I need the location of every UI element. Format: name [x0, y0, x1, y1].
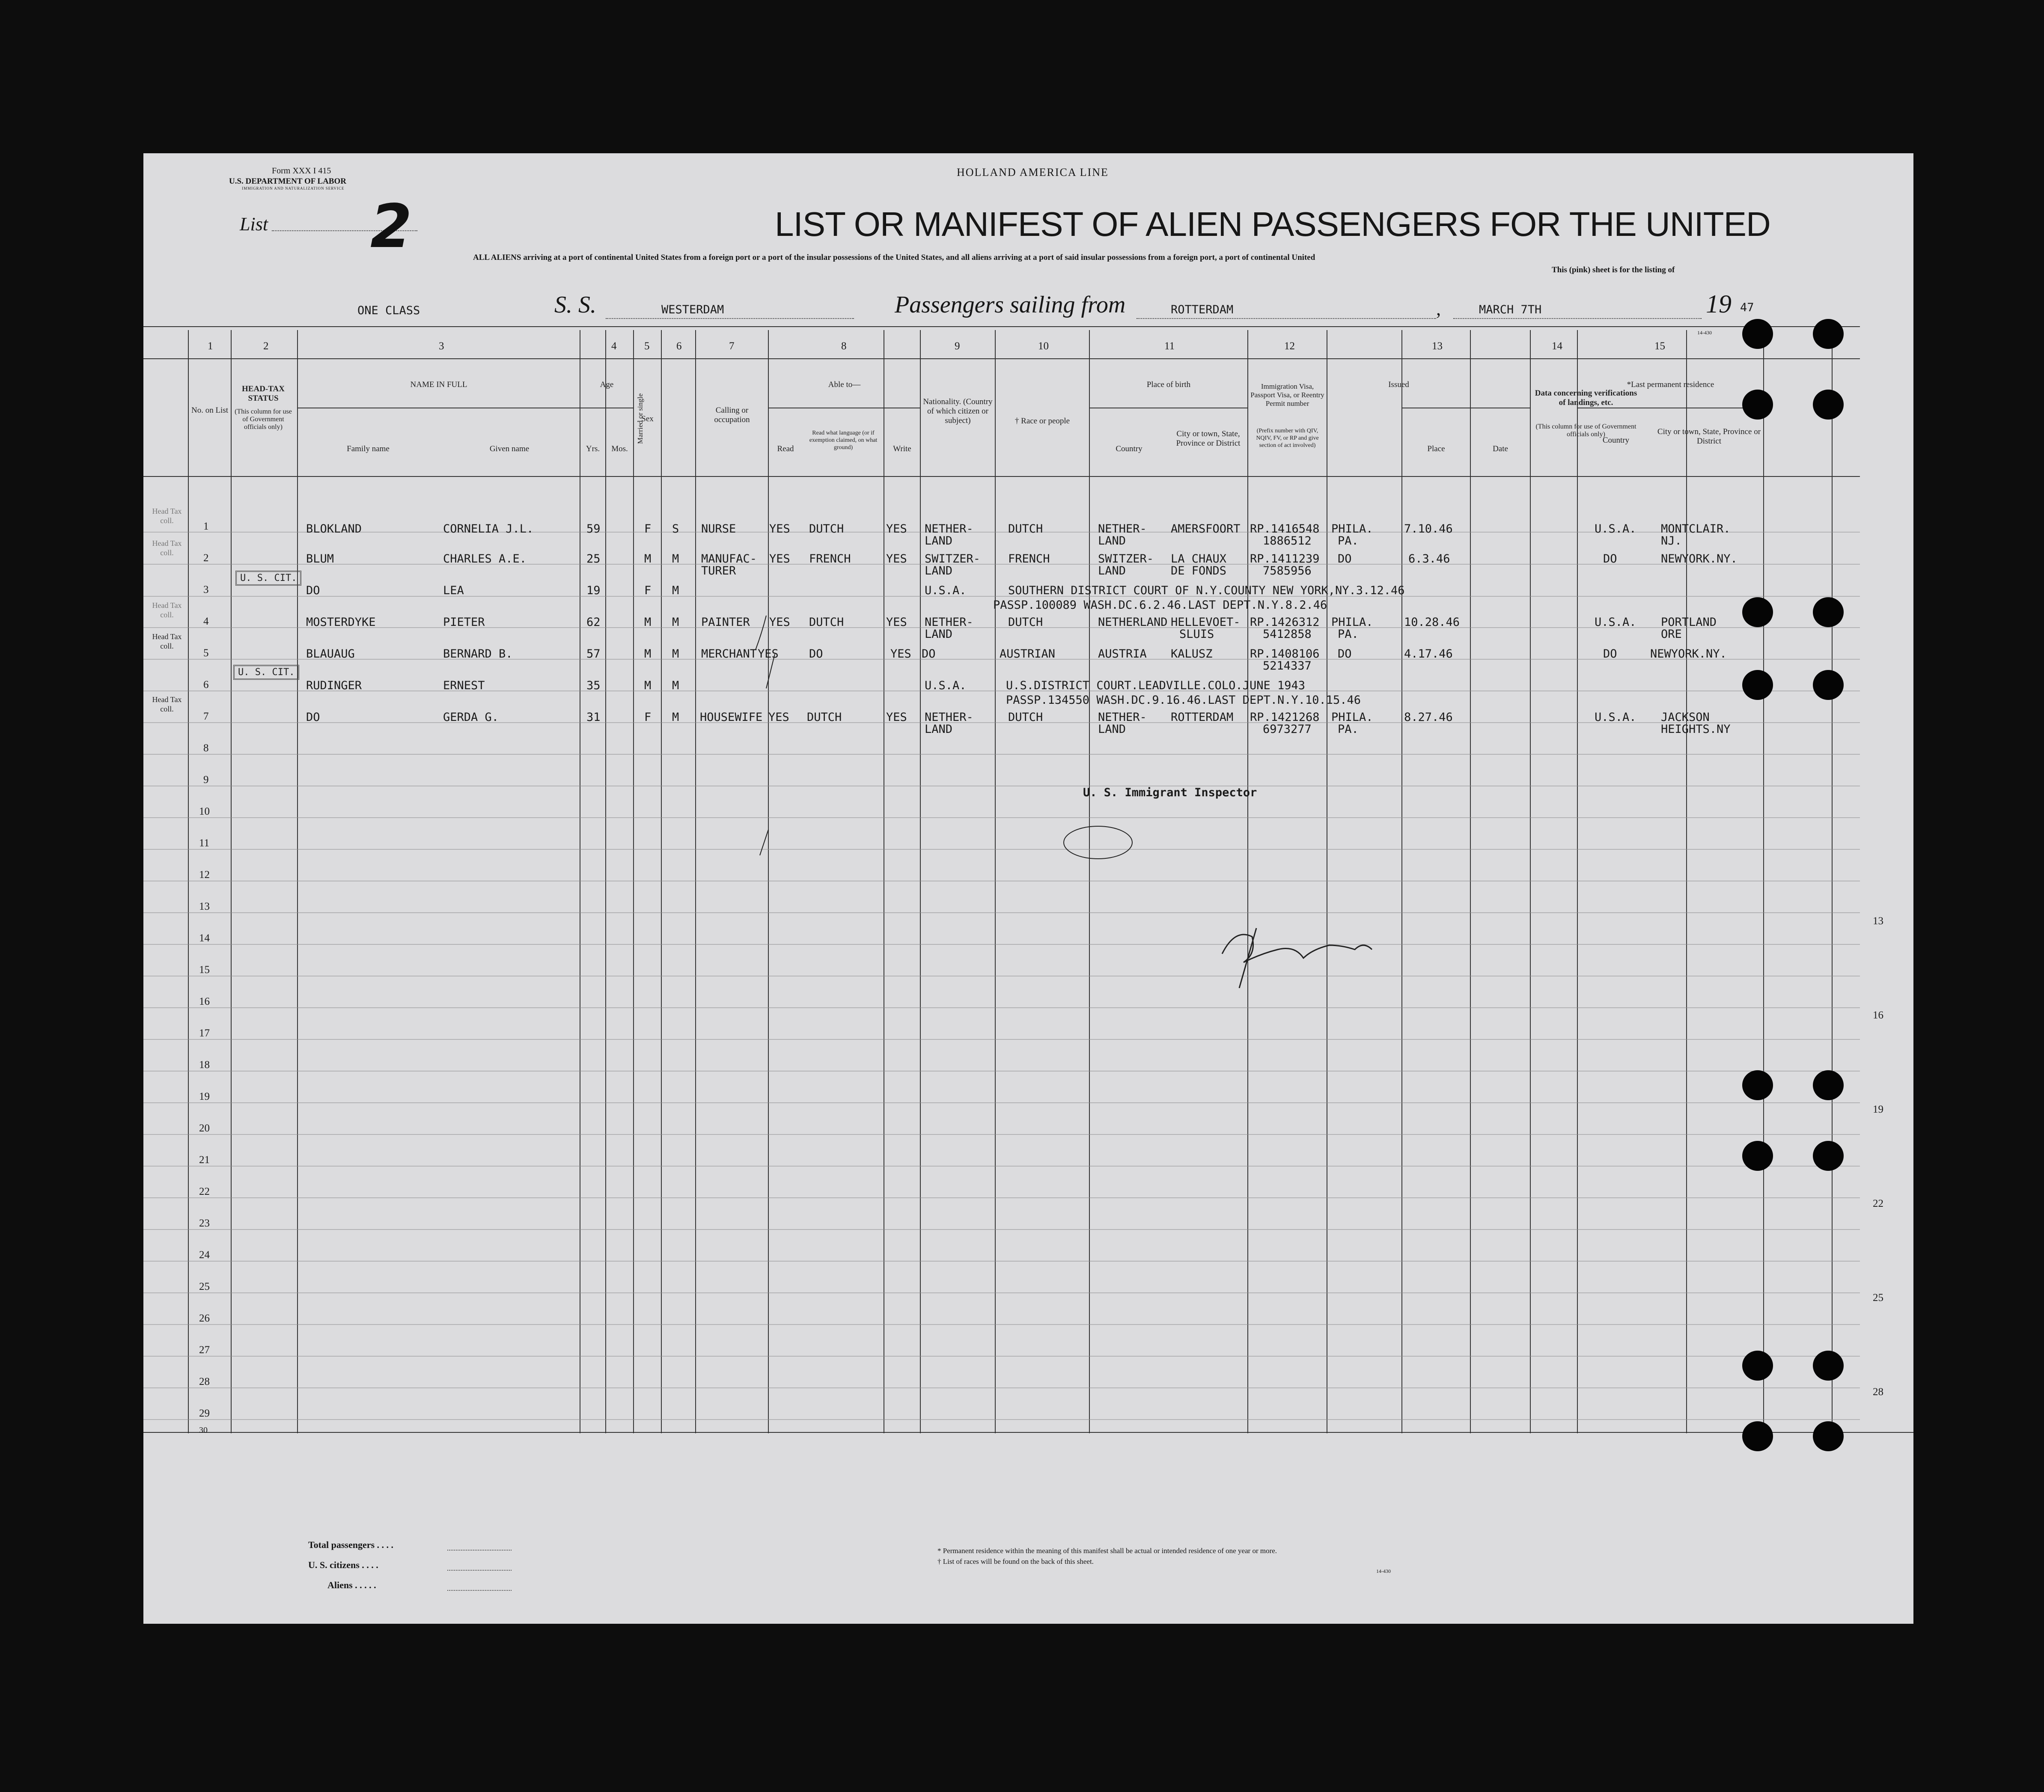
row2-read: YES [769, 552, 790, 566]
row2-res-country: DO [1603, 552, 1617, 566]
row1-nationality: NETHER- [925, 522, 973, 536]
row7-nationality: NETHER- [925, 711, 973, 724]
row7-family: DO [306, 711, 320, 724]
col-num-6: 6 [676, 340, 682, 352]
row6-sex: M [644, 679, 652, 692]
row4-visa: RP.1426312 [1250, 616, 1320, 629]
row-num: 15 [199, 964, 210, 976]
row-num: 11 [199, 837, 210, 849]
hdr-age: Age [600, 380, 614, 389]
instruction-right: This (pink) sheet is for the listing of [1552, 265, 1675, 274]
row7-res-city2: HEIGHTS.NY [1661, 723, 1731, 736]
row1-sex: F [644, 522, 652, 536]
row1-res-country: U.S.A. [1595, 522, 1636, 536]
row5-visa: RP.1408106 [1250, 647, 1320, 661]
port-underline [1137, 318, 1436, 319]
circled-usa [1064, 826, 1132, 859]
row7-occupation: HOUSEWIFE [700, 711, 763, 724]
row2-nationality2: LAND [925, 564, 953, 577]
row7-place2: PA. [1338, 723, 1359, 736]
punch-hole [1813, 1351, 1844, 1381]
row-num-right: 19 [1873, 1104, 1883, 1115]
year-suffix: 47 [1740, 301, 1754, 314]
row5-place: DO [1338, 647, 1352, 661]
table-grid [143, 153, 1913, 1624]
row1-family: BLOKLAND [306, 522, 362, 536]
hdr-given-name: Given name [489, 444, 530, 453]
aliens-line [447, 1590, 512, 1591]
manifest-sheet [143, 153, 1913, 1624]
row-num-right: 16 [1873, 1009, 1883, 1021]
row7-read: YES [768, 711, 789, 724]
row-num-right: 25 [1873, 1292, 1883, 1304]
col-num-10: 10 [1038, 340, 1049, 352]
service: IMMIGRATION AND NATURALIZATION SERVICE [242, 186, 345, 191]
punch-hole [1813, 1141, 1844, 1171]
total-passengers-label: Total passengers . . . . [308, 1539, 394, 1550]
row2-place: DO [1338, 552, 1352, 566]
us-cit-stamp-1: U. S. CIT. [235, 571, 301, 586]
margin-head-tax-5: Head Tax coll. [152, 695, 182, 713]
punch-hole [1742, 1070, 1773, 1100]
row5-write: YES [890, 647, 911, 661]
row1-race: DUTCH [1008, 522, 1043, 536]
hdr-res-country: Country [1602, 436, 1630, 445]
sailing-label: Passengers sailing from [895, 292, 1126, 318]
row2-family: BLUM [306, 552, 334, 566]
punch-hole [1813, 319, 1844, 349]
row7-place: PHILA. [1331, 711, 1373, 724]
ss-label: S. S. [554, 292, 596, 318]
us-cit-stamp-2: U. S. CIT. [233, 665, 299, 680]
year-prefix: 19 [1706, 290, 1732, 318]
row2-given: CHARLES A.E. [443, 552, 527, 566]
row-num: 7 [203, 711, 209, 722]
hdr-data-note: (This column for use of Government officials only) [1535, 423, 1636, 438]
col-num-13: 13 [1432, 340, 1443, 352]
row4-visa2: 5412858 [1263, 628, 1312, 641]
punch-hole [1813, 1421, 1844, 1451]
row3-given: LEA [443, 584, 464, 597]
margin-head-tax-3: Head Tax coll. [152, 601, 182, 619]
row7-yrs: 31 [586, 711, 601, 724]
row1-write: YES [886, 522, 907, 536]
row-num: 1 [203, 521, 209, 532]
hdr-mos: Mos. [611, 444, 628, 453]
row-num: 26 [199, 1313, 210, 1324]
row-num: 3 [203, 584, 209, 595]
punch-hole [1813, 1070, 1844, 1100]
row1-visa: RP.1416548 [1250, 522, 1320, 536]
aliens-label: Aliens . . . . . [327, 1580, 376, 1590]
row2-res-city: NEWYORK.NY. [1661, 552, 1738, 566]
row2-occupation: MANUFAC- [701, 552, 757, 566]
row2-occupation2: TURER [701, 564, 736, 577]
row2-nationality: SWITZER- [925, 552, 981, 566]
row6-remark: U.S.DISTRICT COURT.LEADVILLE.COLO.JUNE 1943 [1006, 679, 1305, 692]
row4-family: MOSTERDYKE [306, 616, 376, 629]
margin-head-tax-1: Head Tax coll. [152, 507, 182, 525]
row1-birth-city: AMERSFOORT [1171, 522, 1241, 536]
hdr-issued-date: Date [1493, 444, 1508, 453]
row1-read: YES [769, 522, 790, 536]
hdr-yrs: Yrs. [586, 444, 600, 453]
row-num: 4 [203, 616, 209, 627]
punch-hole [1742, 390, 1773, 420]
hdr-issued-place: Place [1427, 444, 1445, 453]
row-num: 6 [203, 679, 209, 691]
row1-given: CORNELIA J.L. [443, 522, 534, 536]
row7-birth-country2: LAND [1098, 723, 1126, 736]
hdr-sex: Sex [641, 414, 654, 423]
row2-race: FRENCH [1008, 552, 1050, 566]
vessel-name: WESTERDAM [661, 303, 724, 316]
hdr-last-residence: *Last permanent residence [1627, 380, 1714, 389]
row1-occupation: NURSE [701, 522, 736, 536]
col-num-8: 8 [841, 340, 847, 352]
us-citizens-line [447, 1570, 512, 1571]
col-num-3: 3 [439, 340, 444, 352]
row4-occupation: PAINTER [701, 616, 750, 629]
row7-res-country: U.S.A. [1595, 711, 1636, 724]
row2-birth-city: LA CHAUX [1171, 552, 1227, 566]
hdr-head-tax-note: (This column for use of Government officials only) [235, 408, 292, 431]
row4-nationality: NETHER- [925, 616, 973, 629]
row7-birth-country: NETHER- [1098, 711, 1147, 724]
row1-date: 7.10.46 [1404, 522, 1453, 536]
row4-birth-city: HELLEVOET- [1171, 616, 1241, 629]
instruction-text: ALL ALIENS arriving at a port of continental United States from a foreign port or a port of the insular possessions of the United States, and all aliens arriving at a port of said insular possessions from a foreign port, a port of continental United [473, 253, 1315, 262]
vessel-underline [606, 318, 854, 319]
col-num-14: 14 [1552, 340, 1562, 352]
row1-nationality2: LAND [925, 534, 953, 548]
row7-res-city: JACKSON [1661, 711, 1710, 724]
row2-sex: M [644, 552, 652, 566]
page-title: LIST OR MANIFEST OF ALIEN PASSENGERS FOR THE UNITED [775, 205, 1770, 243]
row1-res-city2: NJ. [1661, 534, 1682, 548]
row2-visa: RP.1411239 [1250, 552, 1320, 566]
row-num: 19 [199, 1091, 210, 1102]
row7-visa2: 6973277 [1263, 723, 1312, 736]
row7-nationality2: LAND [925, 723, 953, 736]
row3-married: M [672, 584, 679, 597]
row6-yrs: 35 [586, 679, 601, 692]
row-num: 23 [199, 1217, 210, 1229]
row7-visa: RP.1421268 [1250, 711, 1320, 724]
row4-res-country: U.S.A. [1595, 616, 1636, 629]
row7-write: YES [886, 711, 907, 724]
line-company: HOLLAND AMERICA LINE [957, 166, 1109, 179]
punch-hole [1742, 1421, 1773, 1451]
row7-sex: F [644, 711, 652, 724]
row4-married: M [672, 616, 679, 629]
punch-hole [1813, 390, 1844, 420]
col-num-5: 5 [644, 340, 650, 352]
row3-remark: SOUTHERN DISTRICT COURT OF N.Y.COUNTY NEW YORK,NY.3.12.46 [1008, 584, 1405, 597]
row4-sex: M [644, 616, 652, 629]
row4-read: YES [769, 616, 790, 629]
list-number: 2 [370, 192, 412, 262]
row3-nationality: U.S.A. [925, 584, 967, 597]
row4-yrs: 62 [586, 616, 601, 629]
punch-hole [1813, 597, 1844, 627]
row7-given: GERDA G. [443, 711, 499, 724]
row6-nationality: U.S.A. [925, 679, 967, 692]
margin-head-tax-4: Head Tax coll. [152, 632, 182, 650]
row-num: 21 [199, 1154, 210, 1166]
row1-res-city: MONTCLAIR. [1661, 522, 1731, 536]
form-code-footer: 14-430 [1376, 1568, 1391, 1574]
row1-married: S [672, 522, 679, 536]
hdr-nationality: Nationality. (Country of which citizen or subject) [923, 397, 993, 425]
row2-birth-country: SWITZER- [1098, 552, 1154, 566]
row-num: 13 [199, 901, 210, 912]
punch-hole [1742, 1351, 1773, 1381]
row-num: 22 [199, 1186, 210, 1197]
row5-yrs: 57 [586, 647, 601, 661]
date-underline [1453, 318, 1702, 319]
row5-married: M [672, 647, 679, 661]
row5-res-city: NEWYORK.NY. [1650, 647, 1727, 661]
row4-birth-city2: SLUIS [1179, 628, 1214, 641]
row-num: 30 [199, 1426, 208, 1435]
row-num-right: 28 [1873, 1386, 1883, 1398]
row4-birth-country: NETHERLAND [1098, 616, 1168, 629]
row3-sex: F [644, 584, 652, 597]
row7-race: DUTCH [1008, 711, 1043, 724]
row5-occupation: MERCHANT [701, 647, 757, 661]
row-num: 28 [199, 1376, 210, 1387]
row7-married: M [672, 711, 679, 724]
hdr-issued: Issued [1388, 380, 1409, 389]
row-num: 20 [199, 1122, 210, 1134]
total-passengers-line [447, 1550, 512, 1551]
hdr-able-to: Able to— [828, 380, 861, 389]
hdr-no-on-list: No. on List [191, 406, 229, 415]
row-num: 16 [199, 996, 210, 1007]
row4-place: PHILA. [1331, 616, 1373, 629]
row5-date: 4.17.46 [1404, 647, 1453, 661]
row4-res-city: PORTLAND [1661, 616, 1717, 629]
row-num: 17 [199, 1027, 210, 1039]
hdr-calling: Calling or occupation [714, 406, 750, 424]
row7-birth-city: ROTTERDAM [1171, 711, 1234, 724]
hdr-head-tax: HEAD-TAX STATUS [242, 384, 285, 403]
hdr-birth-country: Country [1116, 444, 1142, 453]
col-num-12: 12 [1284, 340, 1295, 352]
row3-family: DO [306, 584, 320, 597]
punch-hole [1742, 1141, 1773, 1171]
row4-res-city2: ORE [1661, 628, 1682, 641]
hdr-read: Read [777, 444, 794, 453]
hdr-married: Married or single [636, 393, 644, 444]
port-name: ROTTERDAM [1171, 303, 1234, 316]
row-num: 29 [199, 1408, 210, 1419]
row4-date: 10.28.46 [1404, 616, 1460, 629]
row2-visa2: 7585956 [1263, 564, 1312, 577]
row5-res-country: DO [1603, 647, 1617, 661]
department: U.S. DEPARTMENT OF LABOR [229, 177, 346, 186]
row-num-right: 13 [1873, 915, 1883, 927]
row1-place: PHILA. [1331, 522, 1373, 536]
punch-hole [1813, 670, 1844, 700]
row4-given: PIETER [443, 616, 485, 629]
hdr-name-in-full: NAME IN FULL [410, 380, 467, 389]
row1-language: DUTCH [809, 522, 844, 536]
row2-birth-city2: DE FONDS [1171, 564, 1227, 577]
hdr-read-language: Read what language (or if exemption claimed, on what ground) [809, 430, 878, 451]
col-num-9: 9 [955, 340, 960, 352]
row5-language: DO [809, 647, 823, 661]
row5-family: BLAUAUG [306, 647, 355, 661]
list-label: List [240, 214, 268, 235]
row-num: 5 [203, 647, 209, 659]
row2-yrs: 25 [586, 552, 601, 566]
row5-given: BERNARD B. [443, 647, 513, 661]
row5-sex: M [644, 647, 652, 661]
punch-hole [1742, 670, 1773, 700]
row4-write: YES [886, 616, 907, 629]
hdr-visa: Immigration Visa, Passport Visa, or Reentry Permit number [1250, 382, 1324, 408]
footnote-residence: * Permanent residence within the meaning of this manifest shall be actual or intended residence of one year or more. [937, 1547, 1277, 1555]
row5-visa2: 5214337 [1263, 659, 1312, 673]
row-num: 9 [203, 774, 209, 786]
row3-remark2: PASSP.100089 WASH.DC.6.2.46.LAST DEPT.N.Y.8.2.46 [993, 598, 1327, 612]
col-num-4: 4 [611, 340, 617, 352]
col-num-2: 2 [263, 340, 269, 352]
form-code-top: 14-430 [1697, 330, 1712, 336]
row3-yrs: 19 [586, 584, 601, 597]
footnote-races: † List of races will be found on the back of this sheet. [937, 1557, 1094, 1566]
row2-birth-country2: LAND [1098, 564, 1126, 577]
row5-birth-city: KALUSZ [1171, 647, 1213, 661]
row6-family: RUDINGER [306, 679, 362, 692]
row7-language: DUTCH [807, 711, 842, 724]
row-num: 18 [199, 1059, 210, 1071]
row1-birth-country: NETHER- [1098, 522, 1147, 536]
row5-nationality: DO [922, 647, 936, 661]
row2-married: M [672, 552, 679, 566]
row6-given: ERNEST [443, 679, 485, 692]
hdr-data-concerning: Data concerning verifications of landings, etc. [1535, 389, 1637, 407]
col-num-11: 11 [1164, 340, 1175, 352]
row-num: 10 [199, 806, 210, 817]
sailing-date: MARCH 7TH [1479, 303, 1542, 316]
col-num-7: 7 [729, 340, 735, 352]
row-num: 12 [199, 869, 210, 881]
hdr-visa-note: (Prefix number with QIV, NQIV, FV, or RP and give section of act involved) [1256, 428, 1319, 449]
row4-place2: PA. [1338, 628, 1359, 641]
row4-nationality2: LAND [925, 628, 953, 641]
row-num: 24 [199, 1249, 210, 1261]
row-num: 14 [199, 932, 210, 944]
hdr-family-name: Family name [347, 444, 390, 453]
row5-read: YES [758, 647, 779, 661]
row6-remark2: PASSP.134550 WASH.DC.9.16.46.LAST DEPT.N.Y.10.15.46 [1006, 694, 1361, 707]
row5-race: AUSTRIAN [1000, 647, 1056, 661]
hdr-place-of-birth: Place of birth [1146, 380, 1191, 389]
row-num: 27 [199, 1344, 210, 1356]
row2-date: 6.3.46 [1408, 552, 1450, 566]
inspector-label: U. S. Immigrant Inspector [1083, 786, 1257, 799]
punch-hole [1742, 597, 1773, 627]
hdr-write: Write [893, 444, 911, 453]
row6-married: M [672, 679, 679, 692]
row-num: 8 [203, 742, 209, 754]
row-num-right: 22 [1873, 1198, 1883, 1209]
margin-head-tax-2: Head Tax coll. [152, 539, 182, 557]
row-num: 2 [203, 552, 209, 564]
punch-hole [1742, 319, 1773, 349]
row5-birth-country: AUSTRIA [1098, 647, 1147, 661]
row4-race: DUTCH [1008, 616, 1043, 629]
inspector-signature [1222, 928, 1372, 988]
row2-language: FRENCH [809, 552, 851, 566]
hdr-birth-city: City or town, State, Province or District [1176, 429, 1241, 448]
row2-write: YES [886, 552, 907, 566]
row4-language: DUTCH [809, 616, 844, 629]
comma: , [1436, 298, 1441, 319]
form-number: Form XXX I 415 [272, 166, 331, 176]
row1-place2: PA. [1338, 534, 1359, 548]
col-num-1: 1 [208, 340, 213, 352]
us-citizens-label: U. S. citizens . . . . [308, 1560, 378, 1570]
hdr-race: † Race or people [1015, 417, 1070, 426]
col-num-15: 15 [1654, 340, 1665, 352]
class-label: ONE CLASS [357, 304, 420, 317]
row7-date: 8.27.46 [1404, 711, 1453, 724]
row1-visa2: 1886512 [1263, 534, 1312, 548]
row1-birth-country2: LAND [1098, 534, 1126, 548]
hdr-res-city: City or town, State, Province or District [1657, 427, 1761, 446]
row-num: 25 [199, 1281, 210, 1292]
row1-yrs: 59 [586, 522, 601, 536]
